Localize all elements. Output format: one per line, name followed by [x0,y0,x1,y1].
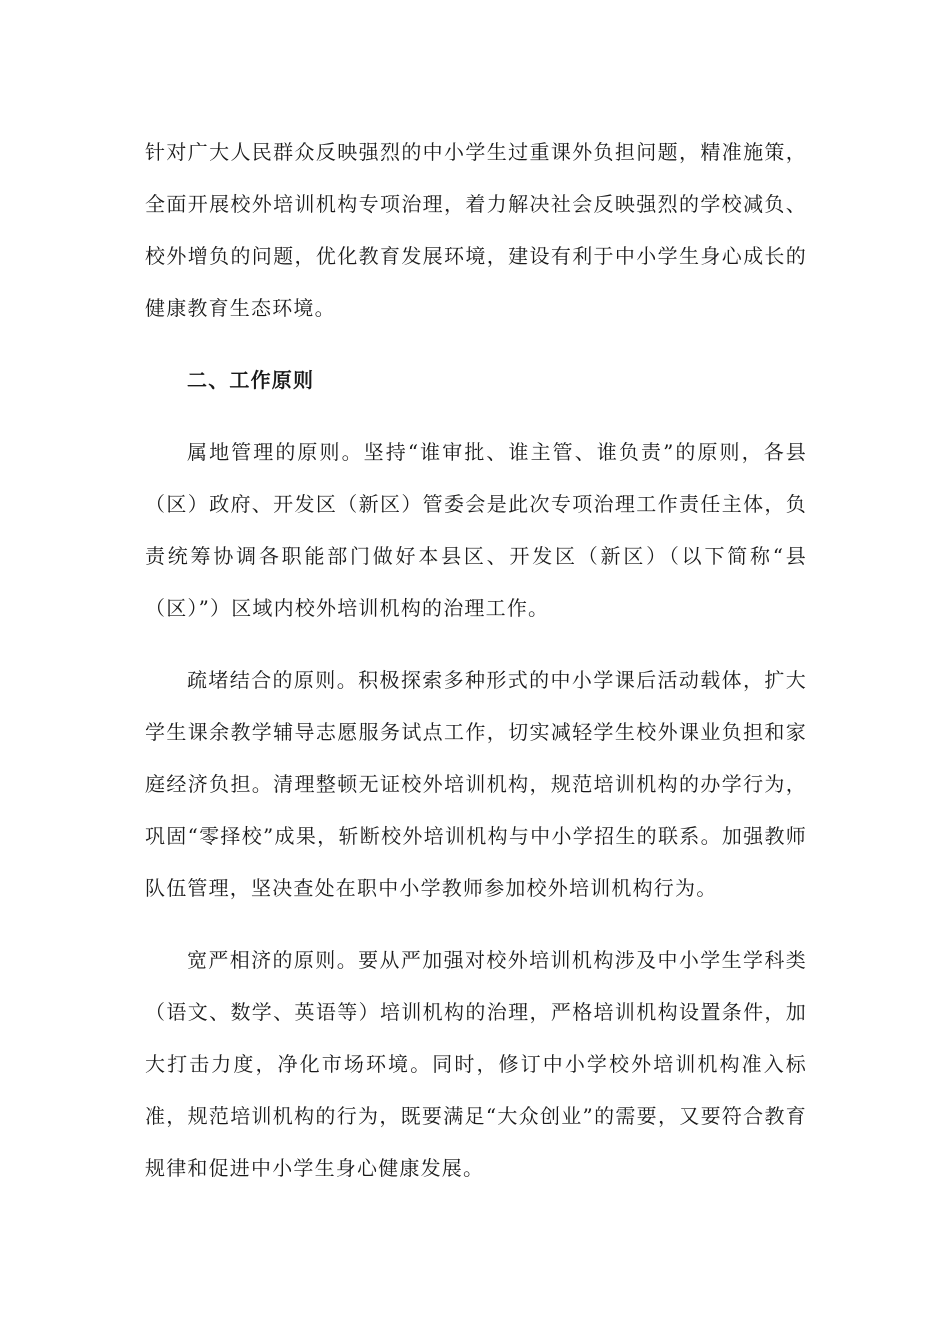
intro-paragraph: 针对广大人民群众反映强烈的中小学生过重课外负担问题，精准施策，全面开展校外培训机构专项治理，着力解决社会反映强烈的学校减负、校外增负的问题，优化教育发展环境，建设有利于中小学生身心成长的健康教育生态环境。 [145,140,807,320]
document-body [145,126,807,1194]
principle-paragraph-balanced-strictness: 宽严相济的原则。要从严加强对校外培训机构涉及中小学生学科类（语文、数学、英语等）培训机构的治理，严格培训机构设置条件，加大打击力度，净化市场环境。同时，修订中小学校外培训机构准入标准，规范培训机构的行为，既要满足“大众创业”的需要，又要符合教育规律和促进中小学生身心健康发展。 [145,948,807,1180]
principle-paragraph-combined-approach: 疏堵结合的原则。积极探索多种形式的中小学课后活动载体，扩大学生课余教学辅导志愿服务试点工作，切实减轻学生校外课业负担和家庭经济负担。清理整顿无证校外培训机构，规范培训机构的办学行为，巩固“零择校”成果，斩断校外培训机构与中小学招生的联系。加强教师队伍管理，坚决查处在职中小学教师参加校外培训机构行为。 [145,668,807,900]
paragraph-gap [145,914,807,934]
paragraph-gap [145,334,807,354]
section-heading: 二、工作原则 [187,368,315,392]
principle-paragraph-local-management: 属地管理的原则。坚持“谁审批、谁主管、谁负责”的原则，各县（区）政府、开发区（新区）管委会是此次专项治理工作责任主体，负责统筹协调各职能部门做好本县区、开发区（新区）（以下简称“县（区）”）区域内校外培训机构的治理工作。 [145,440,807,620]
paragraph-gap [145,406,807,426]
paragraph-gap [145,634,807,654]
